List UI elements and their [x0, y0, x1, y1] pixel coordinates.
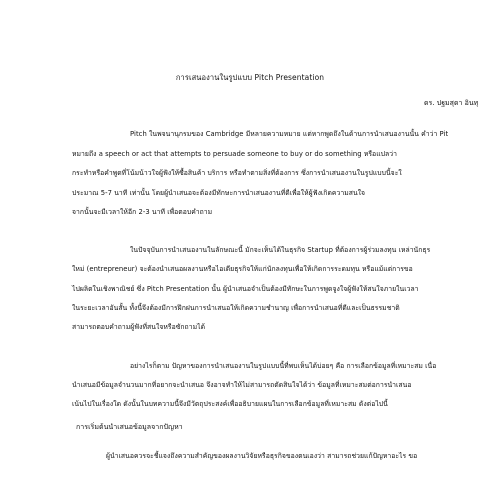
- paragraph-4-line-1: ผู้นำเสนอควรจะชี้แจงถึงความสำคัญของผลงานวิจัยหรือธุรกิจของตนเองว่า สามารถช่วยแก้ปัญหาอะไร ขอ: [106, 452, 418, 460]
- paragraph-1-line-2: หมายถึง a speech or act that attempts to persuade someone to buy or do something หรือแปลว่า: [72, 150, 397, 158]
- paragraph-2-line-1: ในปัจจุบันการนำเสนองานในลักษณะนี้ มักจะเห็นได้ในธุรกิจ Startup ที่ต้องการผู้ร่วมลงทุน เหล่านักธุร: [130, 246, 431, 254]
- paragraph-3-line-3: เน้นไปในเรื่องใด ดังนั้นในบทความนี้จึงมีวัตถุประสงค์เพื่ออธิบายแผนในการเลือกข้อมูลที่เหมาะสม ดังต่อไปนี้: [72, 400, 388, 408]
- paragraph-2-line-4: ในระยะเวลาอันสั้น ทั้งนี้จึงต้องมีการฝึกฝนการนำเสนอให้เกิดความชำนาญ เพื่อการนำเสนอที่ดีและเป็นธรรมชาติ: [72, 304, 400, 312]
- paragraph-2-line-2: ใหม่ (entrepreneur) จะต้องนำเสนอผลงานหรือไอเดียธุรกิจให้แก่นักลงทุนเพื่อให้เกิดการระดมทุน หรือแม้แต่การขอ: [72, 265, 413, 273]
- author-name: ดร. ปฐมสุดา อินทุ: [424, 99, 479, 107]
- paragraph-2-line-5: สามารถตอบคำถามผู้ฟังที่สนใจหรือซักถามได้: [72, 323, 206, 331]
- paragraph-1-line-5: จากนั้นจะมีเวลาให้อีก 2-3 นาที เพื่อตอบคำถาม: [72, 208, 213, 216]
- paragraph-1-line-3: กระทำหรือคำพูดที่โน้มน้าวใจผู้ฟังให้ซื้อสินค้า บริการ หรือทำตามสิ่งที่ต้องการ ซึ่งการนำเสนองานในรูปแบบนี้จะใ: [72, 169, 402, 177]
- paragraph-3-line-1: อย่างไรก็ตาม ปัญหาของการนำเสนองานในรูปแบบนี้ที่พบเห็นได้บ่อยๆ คือ การเลือกข้อมูลที่เหมาะสม เนื่อ: [130, 362, 437, 370]
- paragraph-3-line-2: นำเสนอมีข้อมูลจำนวนมากที่อยากจะนำเสนอ จึงอาจทำให้ไม่สามารถตัดสินใจได้ว่า ข้อมูลที่เหมาะสมต่อการนำเสนอ: [72, 381, 412, 389]
- paragraph-1-line-1: Pitch ในพจนานุกรมของ Cambridge มีหลายความหมาย แต่หากพูดถึงในด้านการนำเสนองานนั้น คำว่า Pit: [130, 130, 449, 138]
- paragraph-2-line-3: ไปผลิตในเชิงพาณิชย์ ซึ่ง Pitch Presentation นั้น ผู้นำเสนอจำเป็นต้องมีทักษะในการพูดจูงใจผู้ฟังให้สนใจภายในเวลา: [72, 285, 419, 293]
- document-title: การเสนองานในรูปแบบ Pitch Presentation: [175, 73, 325, 82]
- section-heading: การเริ่มต้นนำเสนอข้อมูลจากปัญหา: [76, 423, 183, 431]
- paragraph-1-line-4: ประมาณ 5-7 นาที เท่านั้น โดยผู้นำเสนอจะต้องมีทักษะการนำเสนองานที่ดีเพื่อให้ผู้ฟังเกิดความสนใจ: [72, 189, 366, 197]
